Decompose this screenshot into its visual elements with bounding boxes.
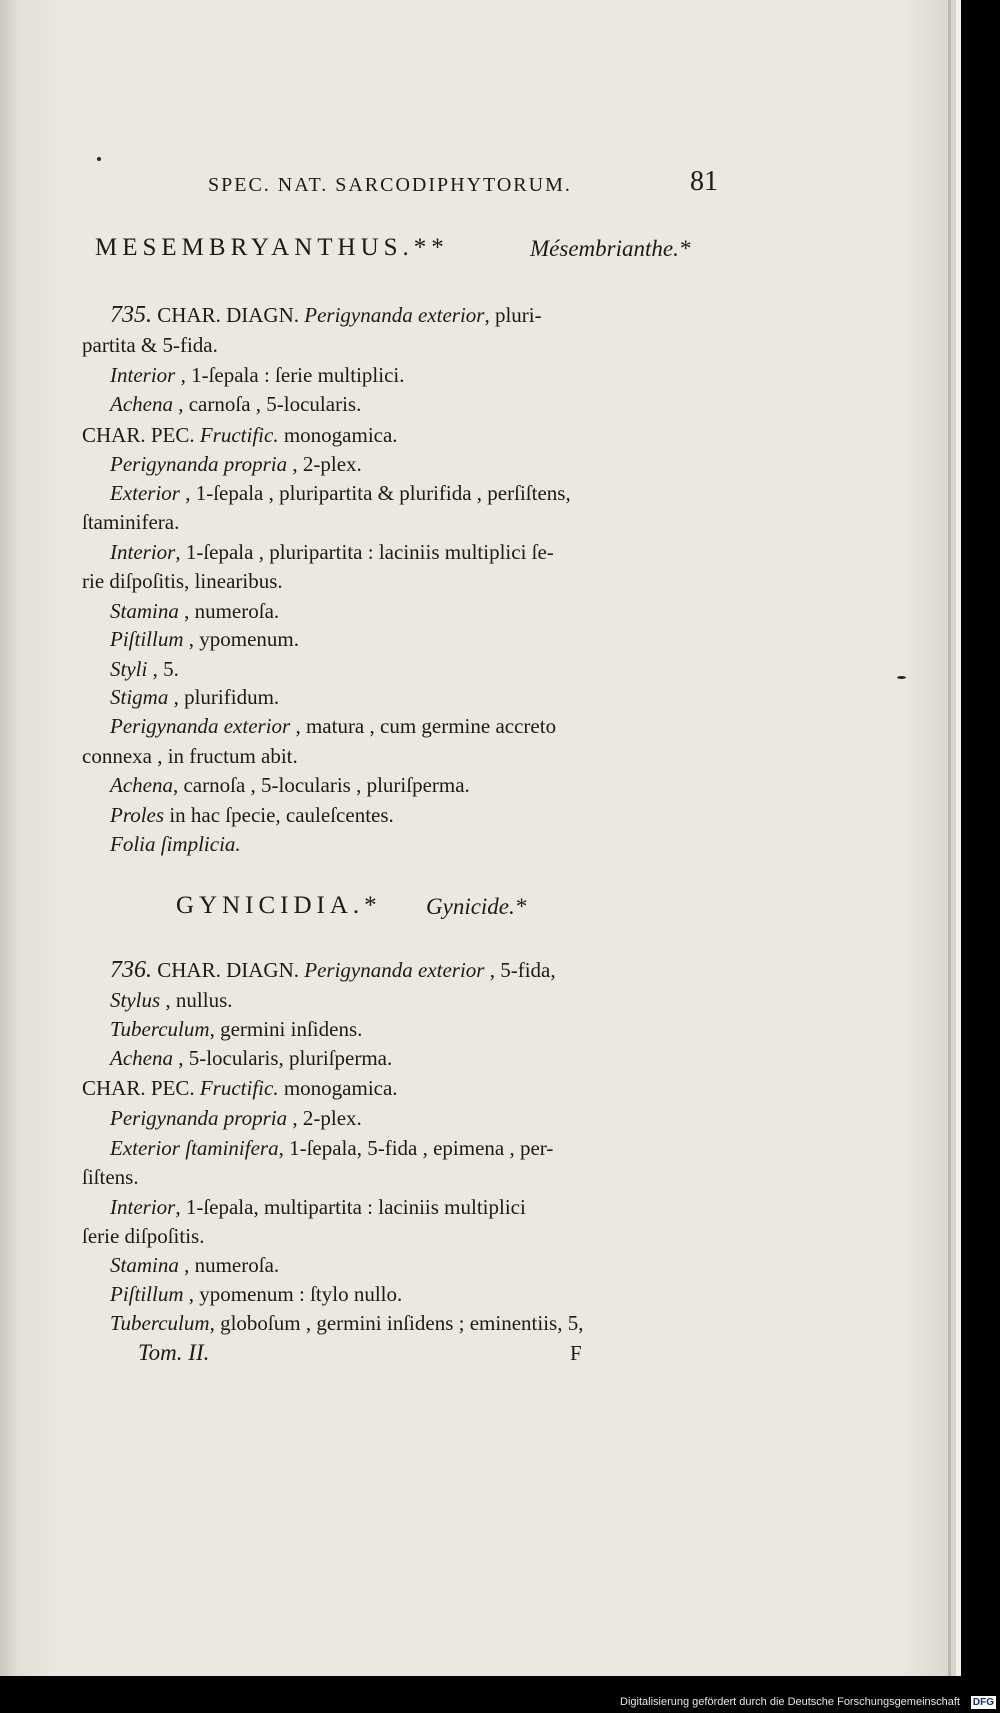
text-run: Interior [110, 1195, 176, 1219]
text-line [82, 1221, 204, 1252]
section-title-french: Mésembrianthe.* [530, 236, 691, 261]
text-run: monogamica. [278, 423, 398, 447]
text-run: , globoſum , germini inſidens ; eminentiis, 5, [209, 1311, 584, 1335]
page-number: 81 [690, 166, 718, 197]
signature-mark: F [570, 1341, 582, 1365]
text-line [110, 829, 241, 860]
text-line [110, 1250, 279, 1281]
text-line [110, 1103, 362, 1134]
text-run: in hac ſpecie, cauleſcentes. [164, 803, 394, 827]
text-run: ſtaminifera. [82, 510, 180, 534]
text-line [110, 389, 361, 420]
text-run: Tuberculum [110, 1017, 210, 1041]
running-title: SPEC. NAT. SARCODIPHYTORUM. [208, 174, 572, 196]
text-line [110, 596, 279, 627]
text-run: ſiſtens. [82, 1165, 139, 1189]
text-run: , plurifidum. [168, 685, 280, 709]
text-run: 735. [110, 302, 152, 328]
text-line [110, 1192, 526, 1223]
text-run: Folia ſimplicia. [110, 832, 241, 856]
text-run: Exterior ſtaminifera [110, 1136, 279, 1160]
text-run: , 1-ſepala, multipartita : laciniis multiplici [175, 1195, 526, 1219]
section-title-french: Gynicide.* [426, 894, 527, 919]
text-run: , 1-ſepala : ſerie multiplici. [175, 363, 405, 387]
text-run: , nullus. [160, 988, 233, 1012]
text-line [82, 741, 298, 772]
text-line [110, 360, 405, 391]
text-run: Perigynanda propria [110, 1106, 288, 1130]
text-run: , 5-locularis, pluriſperma. [172, 1046, 393, 1070]
text-run: , 2-plex. [287, 452, 362, 476]
text-run: , ypomenum : ſtylo nullo. [183, 1282, 403, 1306]
text-run: Fructific. [199, 1076, 279, 1100]
text-run: Interior [110, 540, 176, 564]
text-run: , pluri- [484, 303, 542, 327]
text-run: , carnoſa , 5-locularis , pluriſperma. [172, 773, 470, 797]
text-run: Stamina [110, 599, 179, 623]
text-run: , 1-ſepala , pluripartita : laciniis multiplici ſe- [175, 540, 554, 564]
section-title: MESEMBRYANTHUS.** [95, 234, 449, 261]
text-line [110, 770, 470, 801]
text-run: , ypomenum. [183, 627, 299, 651]
text-line [110, 985, 233, 1016]
text-run: Proles [110, 803, 165, 827]
text-run: CHAR. PEC. [82, 1076, 200, 1100]
text-run: , 1-ſepala, 5-fida , epimena , per- [278, 1136, 554, 1160]
text-line [82, 330, 218, 361]
text-line [82, 1073, 398, 1104]
text-run: 736. [110, 957, 152, 983]
text-run: Styli [110, 657, 148, 681]
text-line [110, 682, 279, 713]
text-run: Achena [110, 1046, 173, 1070]
text-run: , numeroſa. [178, 599, 280, 623]
text-run: Interior [110, 363, 176, 387]
text-run: , matura , cum germine accreto [290, 714, 557, 738]
text-run: rie diſpoſitis, linearibus. [82, 569, 283, 593]
text-run: , numeroſa. [178, 1253, 280, 1277]
text-run: CHAR. DIAGN. [152, 303, 305, 327]
text-run: Stigma [110, 685, 169, 709]
text-run: , 1-ſepala , pluripartita & plurifida , perſiſtens, [179, 481, 571, 505]
text-line [110, 1279, 402, 1310]
text-run: Piſtillum [110, 1282, 184, 1306]
text-line [110, 478, 571, 509]
page-edge [956, 0, 961, 1676]
text-run: Piſtillum [110, 627, 184, 651]
text-run: CHAR. DIAGN. [152, 958, 305, 982]
text-run: partita & 5-fida. [82, 333, 218, 357]
text-line [110, 955, 556, 986]
text-line [110, 449, 362, 480]
text-line [82, 1162, 139, 1193]
text-run: , carnoſa , 5-locularis. [172, 392, 362, 416]
text-run: Perigynanda exterior [304, 303, 485, 327]
text-run: Perigynanda propria [110, 452, 288, 476]
text-line [110, 624, 299, 655]
volume-mark: Tom. II. [138, 1340, 210, 1365]
text-line [110, 800, 394, 831]
digitization-footer [0, 1694, 1000, 1713]
text-line [110, 1014, 362, 1045]
text-run: connexa , in fructum abit. [82, 744, 298, 768]
text-line [110, 654, 179, 685]
text-run: Fructific. [199, 423, 279, 447]
text-run: , 5. [147, 657, 179, 681]
text-run: Achena [110, 773, 173, 797]
text-run: Perigynanda exterior [110, 714, 291, 738]
text-line [110, 1133, 553, 1164]
text-run: Tuberculum [110, 1311, 210, 1335]
text-run: CHAR. PEC. [82, 423, 200, 447]
text-run: ſerie diſpoſitis. [82, 1224, 205, 1248]
text-line [110, 537, 554, 568]
text-line [110, 1308, 583, 1339]
text-run: Stamina [110, 1253, 179, 1277]
text-run: , 2-plex. [287, 1106, 362, 1130]
text-run: , 5-fida, [484, 958, 556, 982]
text-run: Achena [110, 392, 173, 416]
text-run: Stylus [110, 988, 161, 1012]
text-run: Exterior [110, 481, 180, 505]
digitization-credit: Digitalisierung gefördert durch die Deutsche Forschungsgemeinschaft [620, 1696, 960, 1708]
text-line [82, 420, 398, 451]
text-line [110, 711, 556, 742]
text-line [110, 1043, 392, 1074]
text-line [110, 300, 542, 331]
text-run: , germini inſidens. [209, 1017, 363, 1041]
text-line [82, 507, 179, 538]
text-line [82, 566, 283, 597]
section-title: GYNICIDIA.* [176, 892, 382, 919]
text-run: monogamica. [278, 1076, 398, 1100]
dfg-logo: DFG [972, 1697, 994, 1708]
text-run: Perigynanda exterior [304, 958, 485, 982]
